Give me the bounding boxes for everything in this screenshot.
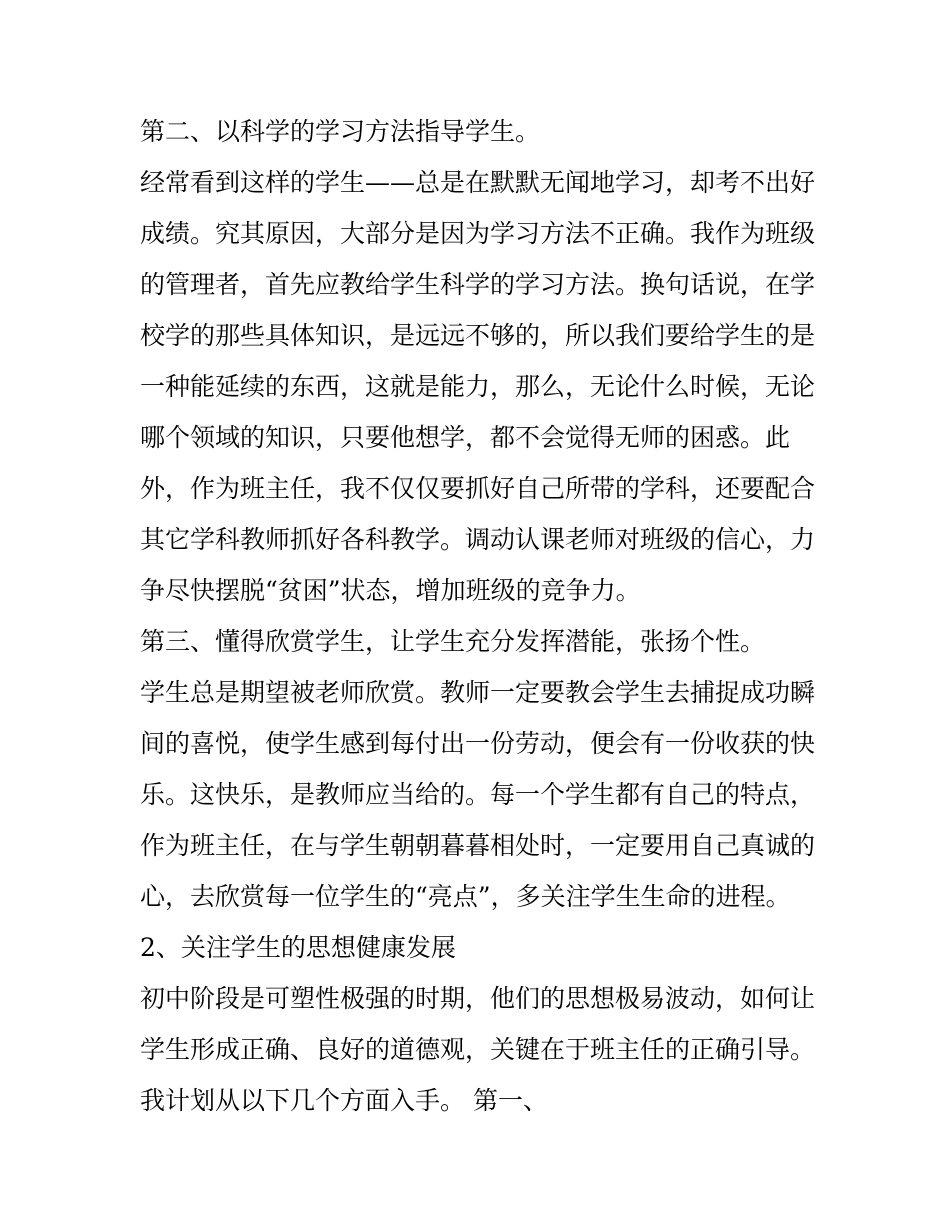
text-line: 作为班主任，在与学生朝朝暮暮相处时，一定要用自己真诚的 <box>140 831 816 860</box>
text-line: 校学的那些具体知识，是远远不够的，所以我们要给学生的是 <box>140 321 816 350</box>
text-line: 间的喜悦，使学生感到每付出一份劳动，便会有一份收获的快 <box>140 729 816 758</box>
text-line: 学生形成正确、良好的道德观，关键在于班主任的正确引导。 <box>140 1035 816 1064</box>
text-line: 哪个领域的知识，只要他想学，都不会觉得无师的困惑。此 <box>140 423 791 452</box>
text-line: 我计划从以下几个方面入手。 第一、 <box>140 1086 548 1115</box>
text-line: 成绩。究其原因，大部分是因为学习方法不正确。我作为班级 <box>140 219 816 248</box>
text-line: 初中阶段是可塑性极强的时期，他们的思想极易波动，如何让 <box>140 984 816 1013</box>
document-body <box>140 106 820 1126</box>
text-line: 其它学科教师抓好各科教学。调动认课老师对班级的信心，力 <box>140 525 816 554</box>
text-line: 乐。这快乐，是教师应当给的。每一个学生都有自己的特点， <box>140 780 816 809</box>
text-line: 争尽快摆脱“贫困”状态，增加班级的竞争力。 <box>140 576 641 605</box>
text-line: 经常看到这样的学生——总是在默默无闻地学习，却考不出好 <box>140 168 816 197</box>
text-line: 一种能延续的东西，这就是能力，那么，无论什么时候，无论 <box>140 372 816 401</box>
text-line: 2、关注学生的思想健康发展 <box>140 933 456 962</box>
text-line: 第二、以科学的学习方法指导学生。 <box>140 117 541 146</box>
text-line: 第三、懂得欣赏学生，让学生充分发挥潜能，张扬个性。 <box>140 627 766 656</box>
text-line: 心，去欣赏每一位学生的“亮点”，多关注学生生命的进程。 <box>140 882 791 911</box>
text-line: 学生总是期望被老师欣赏。教师一定要教会学生去捕捉成功瞬 <box>140 678 816 707</box>
text-line: 的管理者，首先应教给学生科学的学习方法。换句话说，在学 <box>140 270 816 299</box>
text-line: 外，作为班主任，我不仅仅要抓好自己所带的学科，还要配合 <box>140 474 816 503</box>
